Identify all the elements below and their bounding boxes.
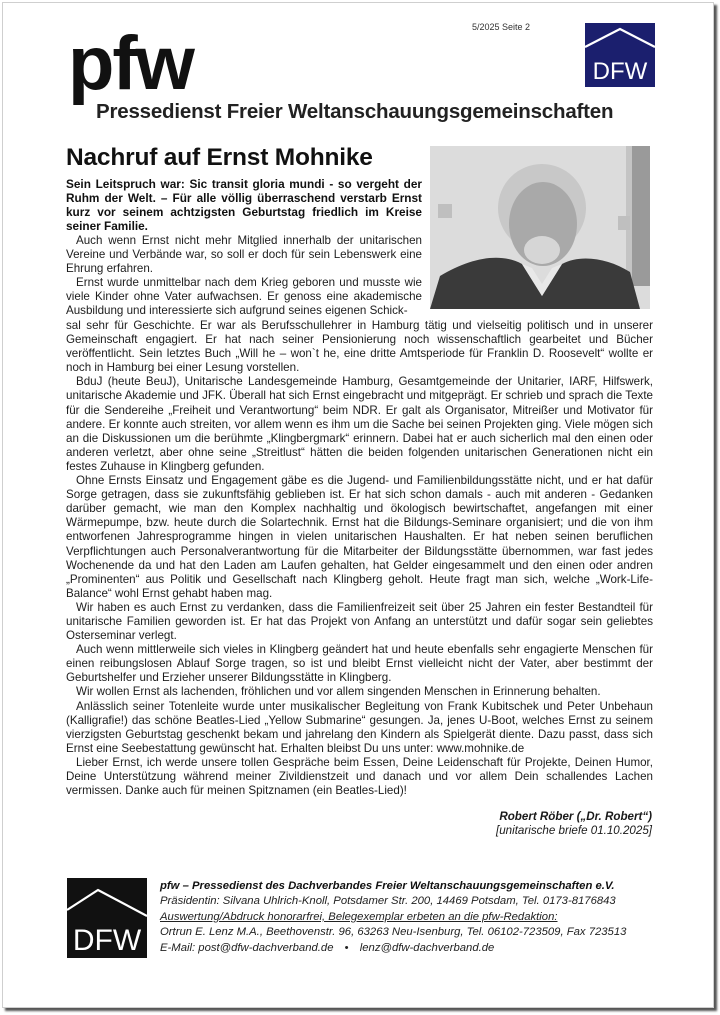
svg-text:DFW: DFW bbox=[72, 924, 142, 957]
publication-subtitle: Pressedienst Freier Weltanschauungsgemeinschaften bbox=[96, 100, 614, 123]
portrait-image-icon bbox=[430, 146, 650, 309]
portrait-photo bbox=[430, 146, 650, 309]
footer-emails bbox=[160, 941, 626, 956]
article-lead: Sein Leitspruch war: Sic transit gloria mundi - so vergeht der Ruhm der Welt. – Für alle völlig überraschend verstarb Ernst kurz vor seinem achtzigsten Geburtstag friedlich im Kreise seiner Familie. bbox=[66, 177, 422, 234]
article-body bbox=[66, 319, 653, 798]
pfw-logo: pfw bbox=[68, 21, 193, 106]
paragraph: Wir haben es auch Ernst zu verdanken, dass die Familienfreizeit seit über 25 Jahren ein fester Bestandteil für unitarische Familien geworden ist. Er hat das Projekt von Anfang an unterstützt und dafür sogar sein geliebtes Osterseminar verlegt. bbox=[66, 600, 653, 643]
dfw-footer-logo-icon bbox=[67, 878, 147, 958]
paragraph: Ernst wurde unmittelbar nach dem Krieg geboren und musste wie viele Kinder ohne Vater aufwachsen. Er genoss eine akademische Ausbildung und interessierte sich aufgrund seines eigenen Schick- bbox=[66, 276, 422, 318]
email-link-lenz[interactable]: lenz@dfw-dachverband.de bbox=[359, 941, 495, 954]
footer-title: pfw – Pressedienst des Dachverbandes Freier Weltanschauungsgemeinschaften e.V. bbox=[160, 880, 615, 892]
svg-text:DFW: DFW bbox=[592, 58, 648, 85]
paragraph: sal sehr für Geschichte. Er war als Berufsschullehrer in Hamburg tätig und vielseitig politisch und in unserer Gemeinschaft engagiert. Er hat nach seiner Pensionierung noch wissenschaftlich gearbeitet und Bücher veröffentlicht. Sein letztes Buch „Will he – won`t he, eine dritte Amtsperiode für Franklin D. Roosevelt“ wollte er noch in Hamburg bei einer Lesung vorstellen. bbox=[66, 319, 653, 375]
paragraph: Auch wenn Ernst nicht mehr Mitglied innerhalb der unitarischen Vereine und Verbände war, so soll er doch für sein Lebenswerk eine Ehrung erfahren. bbox=[66, 234, 422, 276]
article-title: Nachruf auf Ernst Mohnike bbox=[66, 144, 373, 171]
email-label: E-Mail: bbox=[160, 941, 196, 954]
footer-note: Auswertung/Abdruck honorarfrei, Belegexemplar erbeten an die pfw-Redaktion: bbox=[160, 910, 558, 923]
signature-source: [unitarische briefe 01.10.2025] bbox=[496, 824, 652, 837]
signature-author: Robert Röber („Dr. Robert“) bbox=[499, 810, 652, 823]
paragraph: Wir wollen Ernst als lachenden, fröhlichen und vor allem singenden Menschen in Erinnerung behalten. bbox=[76, 685, 601, 699]
footer-imprint bbox=[160, 879, 626, 956]
dfw-logo-icon bbox=[585, 23, 655, 87]
email-link-post[interactable]: post@dfw-dachverband.de bbox=[198, 941, 334, 954]
article-body-narrow bbox=[66, 234, 422, 319]
signature bbox=[496, 810, 652, 838]
paragraph: Ohne Ernsts Einsatz und Engagement gäbe es die Jugend- und Familienbildungsstätte nicht, und er hat dafür Sorge getragen, dass sie zukunftsfähig geblieben ist. Er hat sich schon damals - auch mit anderen - Gedanken darüber gemacht, wie man den Komplex nachhaltig und ökologisch bewirtschaftet, angefangen mit einer Wärmepumpe, bzw. heute durch die Solartechnik. Ernst hat die Bildungs-Seminare organisiert; und die von ihm entworfenen Jahresprogramme hingen in vielen unitarischen Haushalten. Er hat neben seinen beruflichen Verpflichtungen auch Personalverantwortung für die Mitarbeiter der Bildungsstätte übernommen, war fast jedes Wochenende da und hat den Laden am Laufen gehalten, hat Gelder eingesammelt und den einen oder andren „Prominenten“ aus Politik und Gesellschaft nach Klingberg geholt. Heute fragt man sich, welche „Work-Life-Balance“ wohl Ernst gehabt haben mag. bbox=[66, 474, 653, 600]
paragraph: Anlässlich seiner Totenleite wurde unter musikalischer Begleitung von Frank Kubitschek und Peter Unbehaun (Kalligrafie!) das schöne Beatles-Lied „Yellow Submarine“ gesungen. Ja, jenes U-Boot, welches Ernst zu seinem vierzigsten Geburtstag geschenkt bekam und jahrelang den Kindern als Spielgerät diente. Dazu passt, dass sich Ernst eine Seebestattung gewünscht hat. Erhalten bleibst Du uns unter: www.mohnike.de bbox=[66, 699, 653, 755]
paragraph: Auch wenn mittlerweile sich vieles in Klingberg geändert hat und heute ebenfalls sehr engagierte Menschen für einen reibungslosen Ablauf Sorge tragen, so ist und bleibt Ernst vielleicht nicht der Vater, aber bestimmt der Geburtshelfer und Erzieher unserer Bildungsstätte in Klingberg. bbox=[66, 643, 653, 685]
separator-dot-icon: • bbox=[344, 941, 349, 954]
footer-president: Präsidentin: Silvana Uhlrich-Knoll, Potsdamer Str. 200, 14469 Potsdam, Tel. 0173-8176843 bbox=[160, 895, 616, 908]
issue-number: 5/2025 Seite 2 bbox=[472, 22, 531, 32]
footer-editor: Ortrun E. Lenz M.A., Beethovenstr. 96, 63263 Neu-Isenburg, Tel. 06102-723509, Fax 723513 bbox=[160, 926, 627, 939]
paragraph: Lieber Ernst, ich werde unsere tollen Gespräche beim Essen, Deine Leidenschaft für Projekte, Deinen Humor, Deine Unterstützung während meiner Zivildienstzeit und danach und vor allem Dein schallendes Lachen vermissen. Danke auch für meinen Spitznamen (ein Beatles-Lied)! bbox=[66, 755, 653, 798]
paragraph: BduJ (heute BeuJ), Unitarische Landesgemeinde Hamburg, Gesamtgemeinde der Unitarier, IARF, Hilfswerk, unitarische Akademie und JFK. Überall hat sich Ernst eingebracht und mitgeprägt. Er schrieb und sprach die Texte für die Sendereihe „Freiheit und Verantwortung“ beim NDR. Er galt als Organisator, Mitreißer und Motivator für andere. Er konnte auch streiten, vor allem wenn es ihm um die Sache bei seinen Projekten ging. Viele mögen sich an die Diskussionen um die berühmte „Klingbergmark“ erinnern. Dabei hat er auch sicherlich mal den einen oder anderen verletzt, aber ohne seine „Streitlust“ hätten die beiden folgenden unitarischen Generationen nicht ein festes Zuhause in Klingberg gefunden. bbox=[66, 375, 653, 473]
